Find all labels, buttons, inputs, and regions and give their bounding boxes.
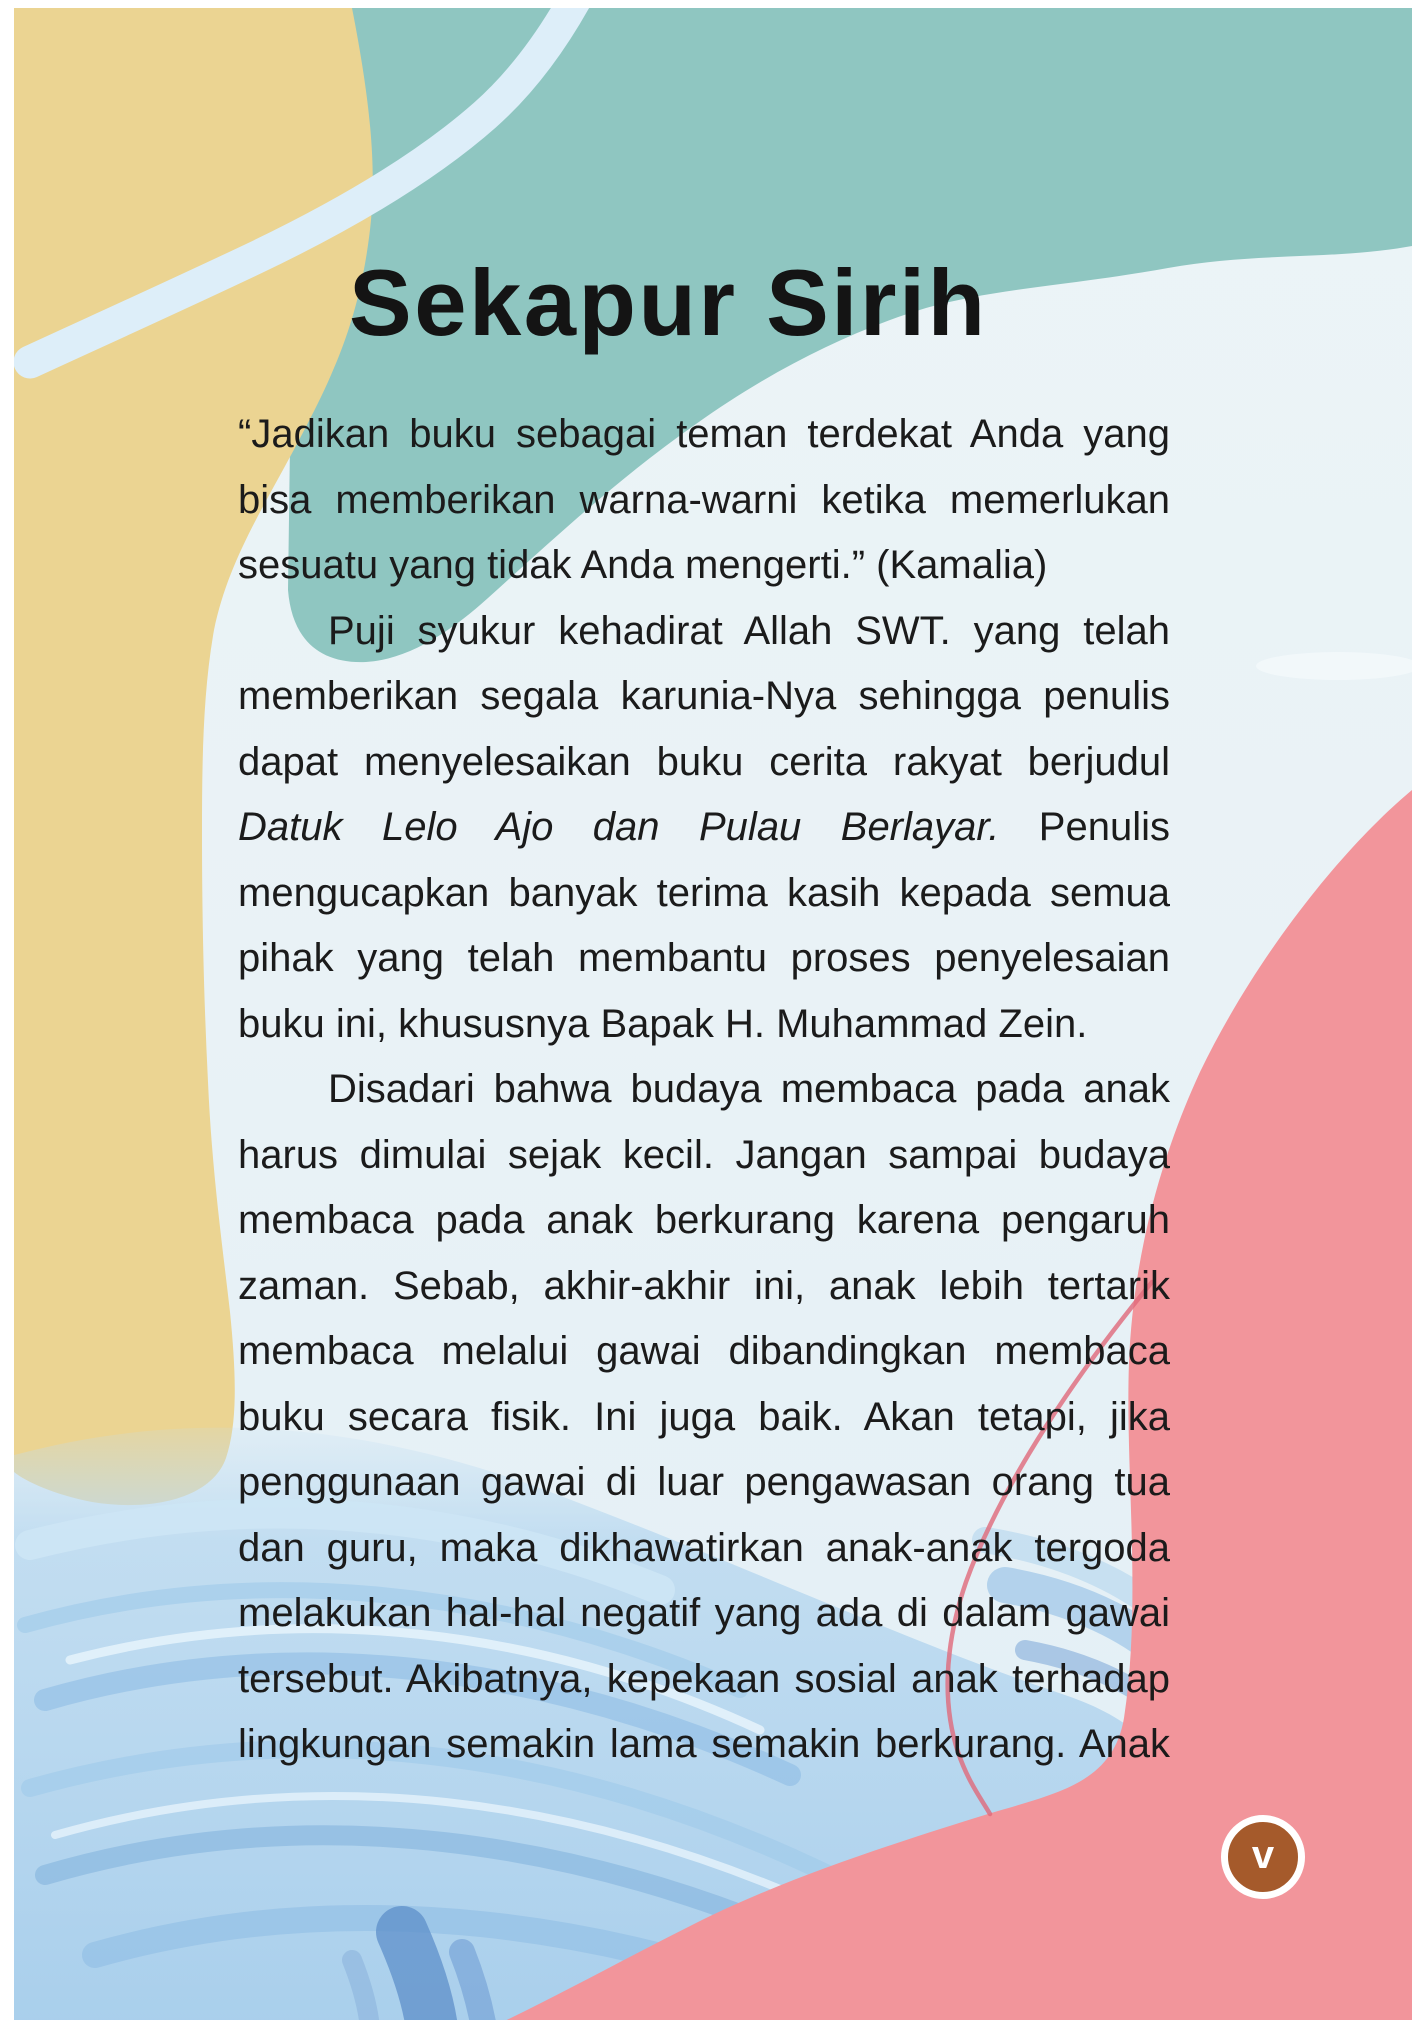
- body-line: [238, 1319, 1170, 1385]
- body-line-text: buku secara fisik. Ini juga baik. Akan tetapi, jika: [238, 1394, 1170, 1439]
- body-text: [238, 402, 1170, 1778]
- body-line: [238, 1516, 1170, 1582]
- body-line-text: penggunaan gawai di luar pengawasan orang tua: [238, 1460, 1170, 1504]
- body-line: [238, 664, 1170, 730]
- light-wisp: [1256, 652, 1420, 680]
- body-line: [238, 1581, 1170, 1647]
- body-line: [238, 1123, 1170, 1189]
- body-line-text: Penulis: [999, 805, 1170, 849]
- body-line: [238, 1712, 1170, 1778]
- body-line-text: buku ini, khususnya Bapak H. Muhammad Zein.: [238, 1001, 1088, 1046]
- body-line-text: bisa memberikan warna-warni ketika memerlukan: [238, 477, 1170, 522]
- body-line: [238, 1450, 1170, 1516]
- body-line-text: Disadari bahwa budaya membaca pada anak: [328, 1067, 1170, 1111]
- body-line: [238, 992, 1170, 1058]
- body-line: [238, 926, 1170, 992]
- body-line: [238, 1254, 1170, 1320]
- body-line: [238, 468, 1170, 534]
- body-line-text: harus dimulai sejak kecil. Jangan sampai budaya: [238, 1132, 1170, 1177]
- body-line-text: melakukan hal-hal negatif yang ada di dalam gawai: [238, 1591, 1170, 1635]
- page-number: v: [1251, 1833, 1275, 1877]
- body-line: [238, 533, 1170, 599]
- body-line: [238, 1385, 1170, 1451]
- body-line-text: Puji syukur kehadirat Allah SWT. yang telah: [328, 608, 1170, 653]
- book-title-italic: Datuk Lelo Ajo dan Pulau Berlayar.: [238, 805, 1000, 849]
- body-line-text: mengucapkan banyak terima kasih kepada semua: [238, 870, 1170, 915]
- body-line: [238, 599, 1170, 665]
- body-line-text: “Jadikan buku sebagai teman terdekat Anda yang: [238, 412, 1170, 456]
- body-line: [238, 402, 1170, 468]
- body-line: [238, 795, 1170, 861]
- body-line: [238, 861, 1170, 927]
- page-number-badge: [1221, 1815, 1305, 1899]
- body-line-text: zaman. Sebab, akhir-akhir ini, anak lebih tertarik: [238, 1263, 1170, 1308]
- body-line: [238, 1057, 1170, 1123]
- body-line: [238, 1647, 1170, 1713]
- body-line-text: membaca melalui gawai dibandingkan membaca: [238, 1329, 1170, 1373]
- body-line-text: dan guru, maka dikhawatirkan anak-anak tergoda: [238, 1525, 1170, 1570]
- body-line: [238, 1188, 1170, 1254]
- body-line: [238, 730, 1170, 796]
- body-line-text: sesuatu yang tidak Anda mengerti.” (Kamalia): [238, 543, 1048, 587]
- body-line-text: memberikan segala karunia-Nya sehingga penulis: [238, 674, 1170, 718]
- body-line-text: tersebut. Akibatnya, kepekaan sosial anak terhadap: [238, 1656, 1170, 1701]
- body-line-text: dapat menyelesaikan buku cerita rakyat berjudul: [238, 739, 1170, 784]
- page-title: Sekapur Sirih: [349, 250, 988, 355]
- body-line-text: lingkungan semakin lama semakin berkurang. Anak: [238, 1722, 1170, 1766]
- body-line-text: membaca pada anak berkurang karena pengaruh: [238, 1198, 1170, 1242]
- body-line-text: pihak yang telah membantu proses penyelesaian: [238, 936, 1170, 980]
